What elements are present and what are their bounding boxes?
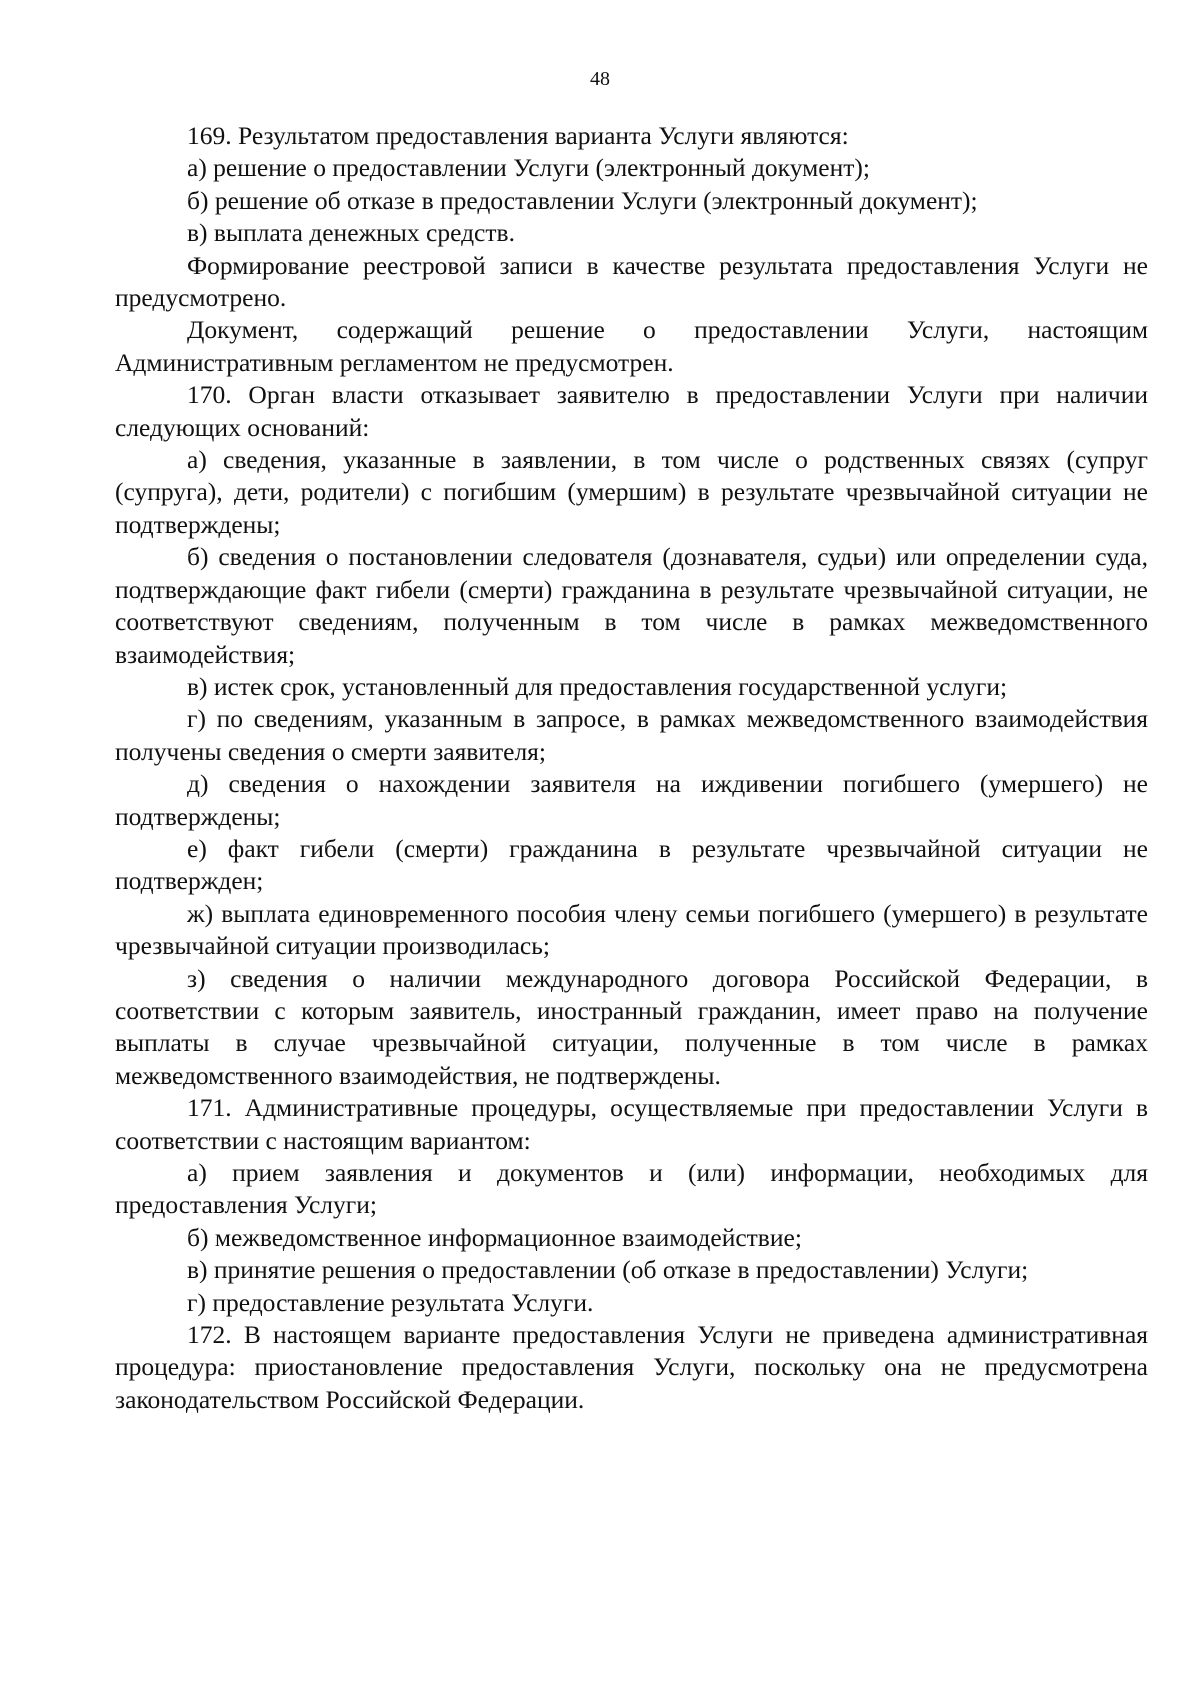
list-item-171-g: г) предоставление результата Услуги. [187, 1287, 594, 1317]
paragraph-171: 171. Административные процедуры, осуществляемые при предоставлении Услуги в соответствии с настоящим вариантом: [115, 1093, 1148, 1155]
paragraph-169: 169. Результатом предоставления варианта Услуги являются: [187, 121, 849, 150]
document-body [115, 120, 1148, 1416]
list-item-169-b: б) решение об отказе в предоставлении Услуги (электронный документ); [187, 185, 978, 215]
list-item-170-zh: ж) выплата единовременного пособия члену семьи погибшего (умершего) в результате чрезвычайной ситуации производилась; [115, 898, 1148, 961]
list-item-171-v: в) принятие решения о предоставлении (об отказе в предоставлении) Услуги; [187, 1255, 1029, 1285]
list-item-169-a: а) решение о предоставлении Услуги (электронный документ); [187, 153, 870, 183]
paragraph-registry-record: Формирование реестровой записи в качестве результата предоставления Услуги не предусмотрено. [115, 250, 1148, 313]
list-item-170-g: г) по сведениям, указанным в запросе, в рамках межведомственного взаимодействия получены сведения о смерти заявителя; [115, 704, 1148, 766]
list-item-169-v: в) выплата денежных средств. [187, 218, 515, 248]
paragraph-172: 172. В настоящем варианте предоставления Услуги не приведена административная процедура: приостановление предоставления Услуги, поскольку она не предусмотрена законодательством Российской Федерации. [115, 1320, 1148, 1414]
page-number: 48 [590, 68, 610, 90]
list-item-171-a: а) прием заявления и документов и (или) информации, необходимых для предоставления Услуги; [115, 1158, 1148, 1220]
list-item-170-a: а) сведения, указанные в заявлении, в том числе о родственных связях (супруг (супруга), дети, родители) с погибшим (умершим) в результате чрезвычайной ситуации не подтверждены; [115, 445, 1148, 539]
list-item-170-e: е) факт гибели (смерти) гражданина в результате чрезвычайной ситуации не подтвержден; [115, 833, 1148, 896]
list-item-170-d: д) сведения о нахождении заявителя на иждивении погибшего (умершего) не подтверждены; [115, 769, 1148, 831]
paragraph-decision-document: Документ, содержащий решение о предоставлении Услуги, настоящим Административным регламентом не предусмотрен. [115, 315, 1148, 377]
list-item-170-v: в) истек срок, установленный для предоставления государственной услуги; [187, 671, 1008, 701]
list-item-170-z: з) сведения о наличии международного договора Российской Федерации, в соответствии с которым заявитель, иностранный гражданин, имеет право на получение выплаты в случае чрезвычайной ситуации, полученные в том числе в рамках межведомственного взаимодействия, не подтверждены. [115, 963, 1148, 1090]
list-item-171-b: б) межведомственное информационное взаимодействие; [187, 1222, 802, 1252]
list-item-170-b: б) сведения о постановлении следователя (дознавателя, судьи) или определении суда, подтверждающие факт гибели (смерти) гражданина в результате чрезвычайной ситуации, не соответствуют сведениям, полученным в том числе в рамках межведомственного взаимодействия; [115, 542, 1148, 669]
paragraph-170: 170. Орган власти отказывает заявителю в предоставлении Услуги при наличии следующих оснований: [115, 380, 1148, 442]
